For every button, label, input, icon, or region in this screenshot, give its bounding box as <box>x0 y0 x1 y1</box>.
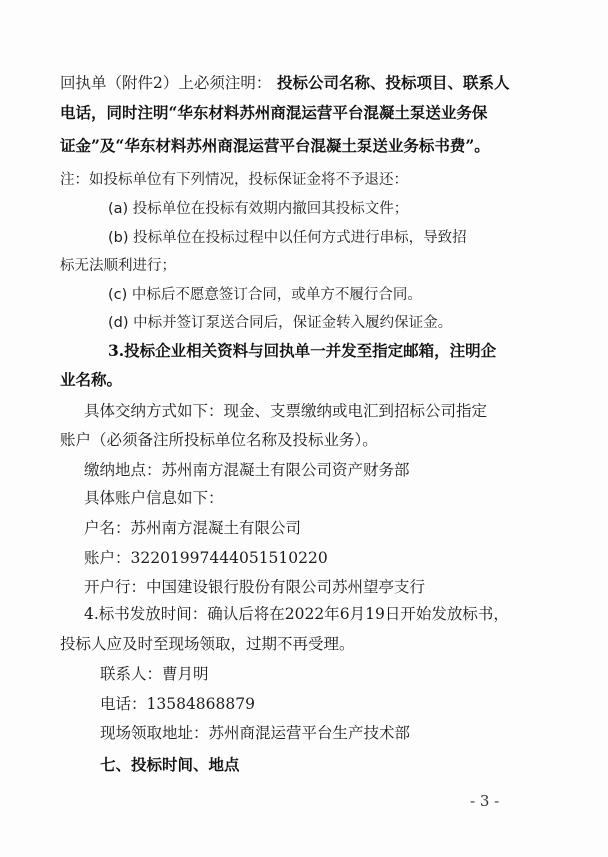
payment-location-text: 缴纳地点：苏州南方混凝土有限公司资产财务部 <box>84 461 410 479</box>
contact-phone-text: 电话：13584868879 <box>100 695 255 713</box>
payment-method-cont-text: 账户（必须备注所投标单位名称及投标业务）。 <box>60 431 378 449</box>
payment-method-text: 具体交纳方式如下：现金、支票缴纳或电汇到招标公司指定 <box>84 402 488 420</box>
pickup-address-text: 现场领取地址：苏州商混运营平台生产技术部 <box>100 724 411 742</box>
issue-time-cont-text: 投标人应及时至现场领取，过期不再受理。 <box>60 635 355 653</box>
note-heading-text: 注：如投标单位有下列情况，投标保证金将不予退还： <box>60 172 408 188</box>
issue-time-text: 4.标书发放时间：确认后将在2022年6月19日开始发放标书， <box>84 605 509 623</box>
section-3-heading-cont-text: 业名称。 <box>60 370 123 389</box>
section-7-heading-text: 七、投标时间、地点 <box>100 755 240 774</box>
note-item-d-text: (d) 中标并签订泵送合同后，保证金转入履约保证金。 <box>108 315 453 331</box>
text-line-3-text: 证金”及“华东材料苏州商混运营平台混凝土泵送业务标书费”。 <box>60 136 490 155</box>
contact-person-text: 联系人：曹月明 <box>100 665 209 683</box>
note-item-b-text: (b) 投标单位在投标过程中以任何方式进行串标，导致招 <box>108 230 467 246</box>
account-name-text: 户名：苏州南方混凝土有限公司 <box>84 519 302 537</box>
note-item-b-cont-text: 标无法顺利进行； <box>60 258 176 274</box>
note-item-a-text: (a) 投标单位在投标有效期内撤回其投标文件； <box>108 201 409 217</box>
text-line-2-text: 电话，同时注明“华东材料苏州商混运营平台混凝土泵送业务保 <box>60 103 488 122</box>
page-number: - 3 - <box>470 792 500 810</box>
note-item-c-text: (c) 中标后不愿意签订合同，或单方不履行合同。 <box>108 287 422 303</box>
account-info-heading-text: 具体账户信息如下： <box>84 489 224 507</box>
text-line-1-plain: 回执单（附件2）上必须注明： <box>60 74 272 92</box>
text-line-1-bold: 投标公司名称、投标项目、联系人 <box>277 73 510 92</box>
section-3-heading-text: 3.投标企业相关资料与回执单一并发至指定邮箱，注明企 <box>108 341 497 360</box>
bank-branch-text: 开户行：中国建设银行股份有限公司苏州望亭支行 <box>84 578 426 596</box>
account-number-text: 账户：32201997444051510220 <box>84 549 328 567</box>
